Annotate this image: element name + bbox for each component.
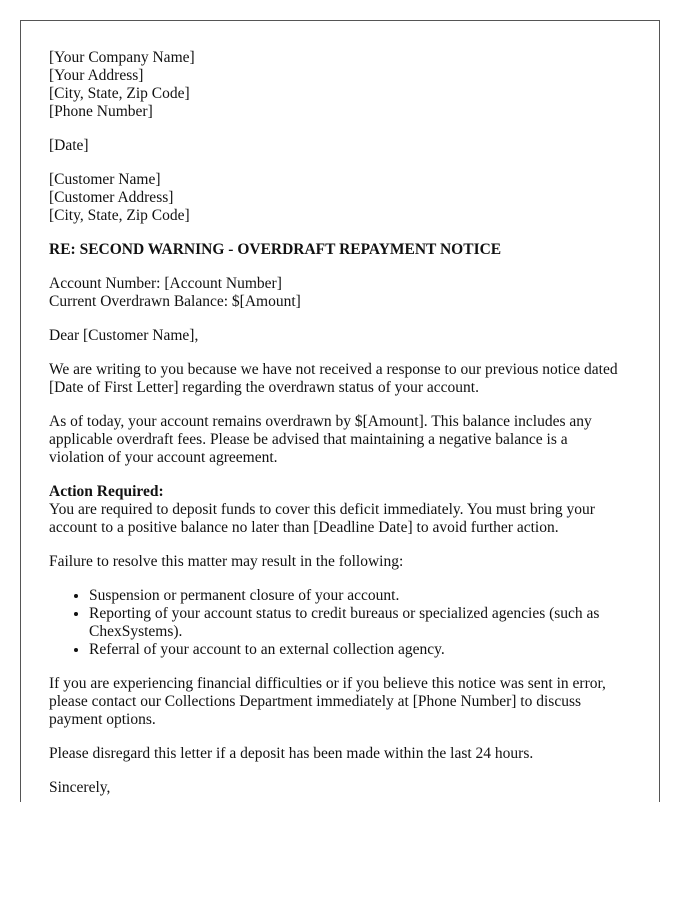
letter-page xyxy=(20,20,660,802)
account-balance: Current Overdrawn Balance: $[Amount] xyxy=(49,293,301,310)
letter-date: [Date] xyxy=(49,137,89,154)
paragraph-no-response: We are writing to you because we have not received a response to our previous notice dated [Date of First Letter] regarding the overdrawn status of your account. xyxy=(49,361,618,396)
account-block xyxy=(49,275,619,311)
salutation: Dear [Customer Name], xyxy=(49,327,199,344)
closing: Sincerely, xyxy=(49,779,111,796)
paragraph-disregard: Please disregard this letter if a deposit has been made within the last 24 hours. xyxy=(49,745,534,762)
action-required-heading: Action Required: xyxy=(49,483,164,500)
consequences-list xyxy=(49,587,619,659)
sender-block xyxy=(49,49,619,121)
recipient-block xyxy=(49,171,619,225)
list-item: • Referral of your account to an external collection agency. xyxy=(89,641,619,659)
list-item: • Reporting of your account status to credit bureaus or specialized agencies (such as ChexSystems). xyxy=(89,605,619,641)
action-required-block xyxy=(49,483,619,537)
sender-city: [City, State, Zip Code] xyxy=(49,85,190,102)
action-required-text: You are required to deposit funds to cover this deficit immediately. You must bring your account to a positive balance no later than [Deadline Date] to avoid further action. xyxy=(49,501,595,536)
paragraph-overdrawn: As of today, your account remains overdrawn by $[Amount]. This balance includes any applicable overdraft fees. Please be advised that maintaining a negative balance is a violation of your account agreement. xyxy=(49,413,592,466)
paragraph-financial-difficulty: If you are experiencing financial difficulties or if you believe this notice was sent in error, please contact our Collections Department immediately at [Phone Number] to discuss payment options. xyxy=(49,675,606,728)
sender-address: [Your Address] xyxy=(49,67,144,84)
list-item: • Suspension or permanent closure of your account. xyxy=(89,587,619,605)
sender-phone: [Phone Number] xyxy=(49,103,153,120)
failure-intro: Failure to resolve this matter may result in the following: xyxy=(49,553,404,570)
account-number: Account Number: [Account Number] xyxy=(49,275,282,292)
sender-company: [Your Company Name] xyxy=(49,49,195,66)
recipient-address: [Customer Address] xyxy=(49,189,174,206)
subject-line: RE: SECOND WARNING - OVERDRAFT REPAYMENT NOTICE xyxy=(49,241,502,258)
recipient-city: [City, State, Zip Code] xyxy=(49,207,190,224)
recipient-name: [Customer Name] xyxy=(49,171,161,188)
letter-body xyxy=(49,49,619,797)
